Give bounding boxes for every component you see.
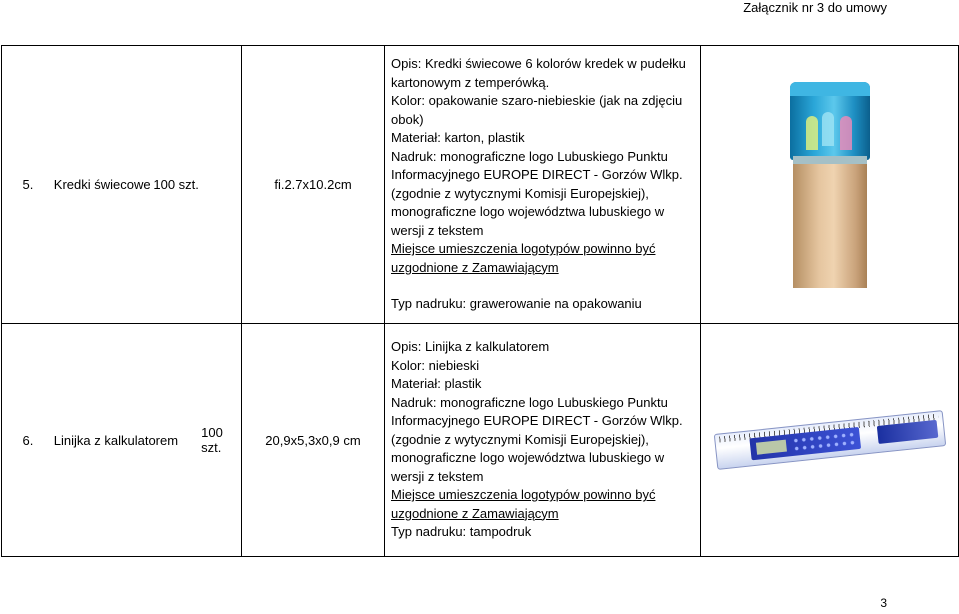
item-size: 20,9x5,3x0,9 cm (242, 324, 385, 557)
item-number: 6. (22, 432, 34, 448)
item-number: 5. (22, 177, 34, 192)
table-row (2, 324, 959, 557)
typ-text: tampodruk (469, 524, 532, 540)
material-text: karton, plastik (444, 130, 525, 146)
kolor-text: opakowanie szaro-niebieskie (jak na zdjęciu obok) (391, 93, 683, 127)
page-number: 3 (880, 596, 887, 610)
typ-label: Typ nadruku: (391, 296, 467, 312)
item-quantity: 100 szt. (153, 177, 199, 192)
placement-note: Miejsce umieszczenia logotypów powinno być uzgodnione z Zamawiającym (391, 241, 656, 275)
item-description-cell (385, 324, 701, 557)
item-summary-cell (2, 324, 242, 557)
attachment-note: Załącznik nr 3 do umowy (743, 0, 887, 15)
nadruk-text: monograficzne logo Lubuskiego Punktu Informacyjnego EUROPE DIRECT - Gorzów Wlkp. (zgodnie z wytycznymi Komisji Europejskiej), monograficzne logo województwa lubuskiego w wersji z tekstem (391, 394, 683, 484)
nadruk-text: monograficzne logo Lubuskiego Punktu Informacyjnego EUROPE DIRECT - Gorzów Wlkp. (zgodnie z wytycznymi Komisji Europejskiej), monograficzne logo województwa lubuskiego w wersji z tekstem (391, 148, 683, 238)
placement-note: Miejsce umieszczenia logotypów powinno być uzgodnione z Zamawiającym (391, 487, 656, 521)
nadruk-label: Nadruk: (391, 394, 437, 410)
kolor-label: Kolor: (391, 357, 425, 373)
items-table (1, 45, 959, 557)
opis-text: Linijka z kalkulatorem (424, 339, 550, 355)
material-label: Materiał: (391, 376, 441, 392)
item-name: Kredki świecowe (53, 177, 151, 192)
item-size: fi.2.7x10.2cm (242, 46, 385, 324)
opis-label: Opis: (391, 339, 422, 355)
product-image-cell (701, 324, 959, 557)
product-image-cell (701, 46, 959, 324)
crayon-tube-image (790, 82, 870, 288)
item-quantity: 100 szt. (201, 425, 223, 455)
item-summary-cell (2, 46, 242, 324)
opis-label: Opis: (391, 56, 422, 72)
item-description-cell (385, 46, 701, 324)
item-name: Linijka z kalkulatorem (53, 432, 179, 448)
typ-text: grawerowanie na opakowaniu (469, 296, 642, 312)
table-row (2, 46, 959, 324)
material-label: Materiał: (391, 130, 441, 146)
kolor-text: niebieski (428, 357, 480, 373)
nadruk-label: Nadruk: (391, 148, 437, 164)
material-text: plastik (444, 376, 482, 392)
ruler-calculator-image (713, 410, 946, 470)
opis-text: Kredki świecowe 6 kolorów kredek w pudełku kartonowym z temperówką. (391, 56, 686, 90)
typ-label: Typ nadruku: (391, 524, 467, 540)
kolor-label: Kolor: (391, 93, 425, 109)
